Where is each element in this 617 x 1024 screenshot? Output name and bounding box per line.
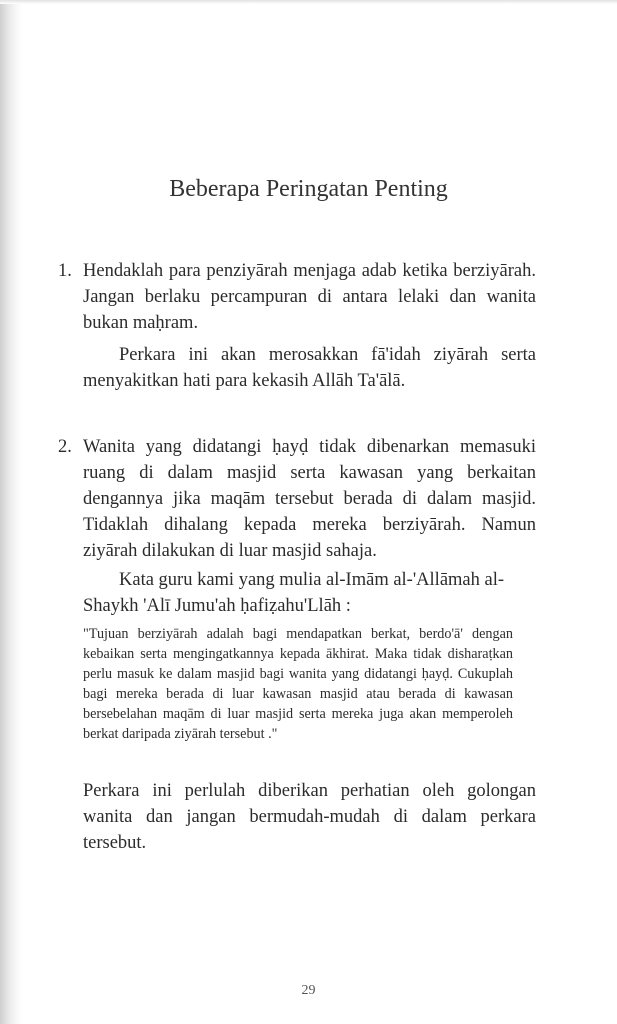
list-item-text: Hendaklah para penziyārah menjaga adab ketika berziyārah. Jangan berlaku percampuran di antara lelaki dan wanita bukan maḥram. [83, 261, 536, 333]
paragraph-consequence: Perkara ini akan merosakkan fā'idah ziyārah serta menyakitkan hati para kekasih Allāh Ta'ālā. [83, 345, 536, 391]
page-top-edge [0, 0, 617, 4]
page-number: 29 [301, 983, 316, 998]
paragraph-closing: Perkara ini perlulah diberikan perhatian oleh golongan wanita dan jangan bermudah-mudah di dalam perkara tersebut. [83, 781, 536, 853]
paragraph-quote-intro: Kata guru kami yang mulia al-Imām al-'Allāmah al-Shaykh 'Alī Jumu'ah ḥafiẓahu'Llāh : [83, 570, 505, 616]
page-title: Beberapa Peringatan Penting [169, 176, 448, 202]
list-item-number: 2. [58, 437, 72, 457]
list-item-text: Wanita yang didatangi ḥayḍ tidak dibenarkan memasuki ruang di dalam masjid serta kawasan yang berkaitan dengannya jika maqām tersebut berada di dalam masjid. Tidaklah dihalang kepada mereka berziyārah. Namun ziyārah dilakukan di luar masjid sahaja. [83, 437, 536, 561]
page-gutter-shadow [0, 0, 22, 1024]
list-item-number: 1. [58, 261, 72, 281]
block-quote: "Tujuan berziyārah adalah bagi mendapatkan berkat, berdo'ā' dengan kebaikan serta mengingatkannya kepada ākhirat. Maka tidak disharaṭkan perlu masuk ke dalam masjid bagi wanita yang didatangi ḥayḍ. Cukuplah bagi mereka berada di luar kawasan masjid atau berada di kawasan bersebelahan maqām di luar masjid serta mereka juga akan memperoleh berkat daripada ziyārah tersebut ." [83, 626, 513, 742]
list-item-2 [58, 434, 536, 564]
list-item-1 [58, 258, 536, 336]
